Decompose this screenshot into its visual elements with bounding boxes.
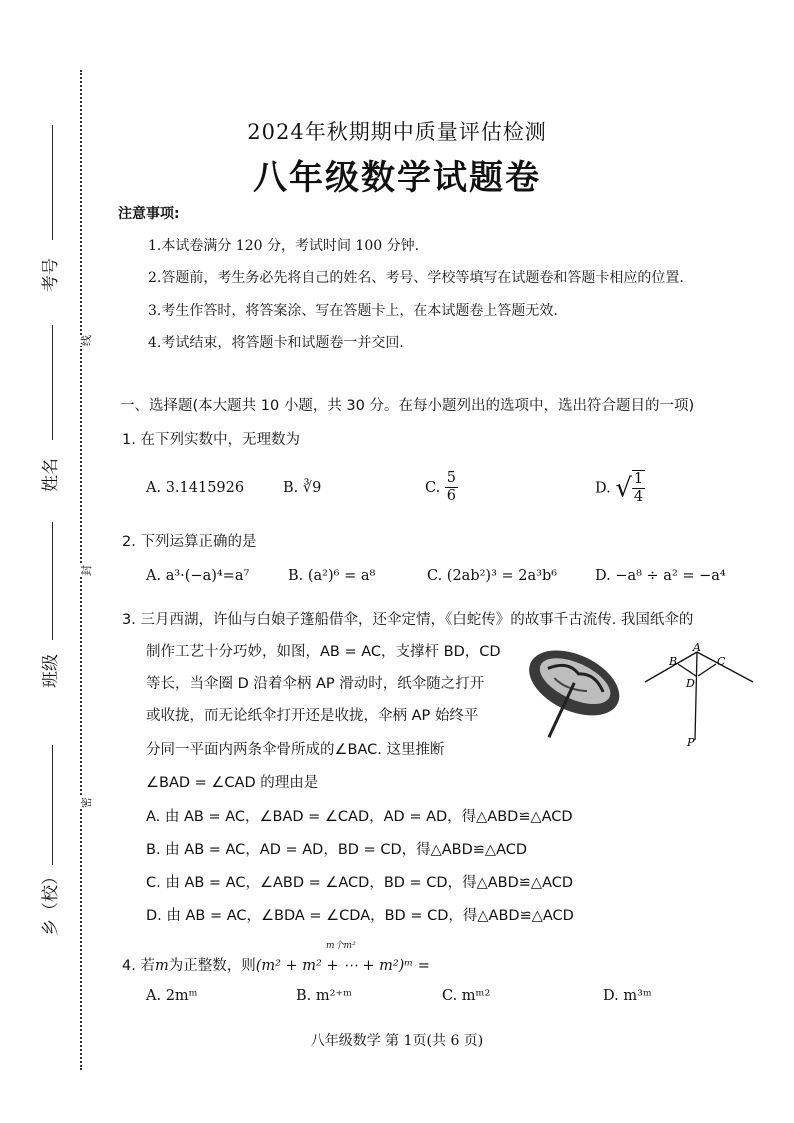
question-3-line: 3. 三月西湖，许仙与白娘子篷船借伞，还伞定情，《白蛇传》的故事千古流传. 我国纸伞的 bbox=[122, 612, 694, 628]
question-4-option-b: B. m²⁺ᵐ bbox=[296, 988, 352, 1004]
denominator: 6 bbox=[446, 488, 457, 505]
exam-title: 2024年秋期期中质量评估检测 bbox=[247, 120, 547, 144]
question-3-line: 分同一平面内两条伞骨所成的∠BAC. 这里推断 bbox=[146, 742, 445, 758]
question-3-option-b: B. 由 AB = AC，AD = AD，BD = CD，得△ABD≌△ACD bbox=[146, 842, 528, 858]
question-4-option-d: D. m³ᵐ bbox=[603, 988, 652, 1004]
school-underline bbox=[52, 745, 53, 865]
question-1-option-c bbox=[425, 470, 458, 506]
question-3-option-c: C. 由 AB = AC，∠ABD = ∠ACD，BD = CD，得△ABD≌△ACD bbox=[146, 875, 574, 891]
umbrella-geometry-diagram bbox=[640, 640, 760, 755]
question-4-expression: (m² + m² + ⋯ + m²)ᵐ = bbox=[255, 958, 430, 974]
question-3-line: 制作工艺十分巧妙，如图，AB = AC，支撑杆 BD，CD bbox=[146, 644, 501, 660]
question-1-option-d bbox=[595, 470, 645, 507]
question-3-line: 等长，当伞圈 D 沿着伞柄 AP 滑动时，纸伞随之打开 bbox=[146, 676, 485, 692]
notice-heading: 注意事项: bbox=[118, 206, 180, 222]
question-3-option-d: D. 由 AB = AC，∠BDA = ∠CDA，BD = CD，得△ABD≌△ACD bbox=[146, 908, 574, 924]
point-p-label: P bbox=[687, 736, 695, 749]
school-label: 乡（校） bbox=[41, 868, 61, 936]
section-heading: 一、选择题(本大题共 10 小题，共 30 分。在每小题列出的选项中，选出符合题目的一项) bbox=[120, 398, 695, 414]
question-1-stem: 1. 在下列实数中，无理数为 bbox=[122, 432, 300, 448]
class-label: 班级 bbox=[41, 654, 61, 688]
question-2-option-b: B. (a²)⁶ = a⁸ bbox=[288, 568, 376, 584]
question-2-stem: 2. 下列运算正确的是 bbox=[122, 534, 257, 550]
notice-item: 2.答题前，考生务必先将自己的姓名、考号、学校等填写在试题卷和答题卡相应的位置. bbox=[148, 270, 684, 286]
point-b-label: B bbox=[669, 655, 678, 668]
question-4-variable: m bbox=[154, 958, 169, 974]
name-underline bbox=[52, 325, 53, 440]
exam-subtitle: 八年级数学试题卷 bbox=[253, 158, 541, 198]
numerator: 1 bbox=[632, 471, 645, 489]
question-2-option-d: D. −a⁸ ÷ a² = −a⁴ bbox=[595, 568, 726, 584]
fraction bbox=[445, 470, 458, 506]
question-2-option-c: C. (2ab²)³ = 2a³b⁶ bbox=[427, 568, 558, 584]
line-mark: 线 bbox=[80, 335, 93, 346]
paper-umbrella-picture bbox=[515, 642, 625, 752]
question-4-option-c: C. mᵐ² bbox=[442, 988, 491, 1004]
question-4-brace-label: m个m² bbox=[326, 941, 356, 951]
sqrt-icon: √ bbox=[615, 473, 632, 504]
exam-number-label: 考号 bbox=[41, 258, 61, 292]
option-b-label: B. bbox=[283, 480, 299, 496]
name-label: 姓名 bbox=[41, 458, 61, 492]
notice-item: 3.考生作答时，将答案涂、写在答题卡上，在本试题卷上答题无效. bbox=[148, 303, 558, 319]
point-d-label: D bbox=[686, 677, 695, 690]
denominator: 4 bbox=[633, 489, 644, 506]
question-3-line: 或收拢，而无论纸伞打开还是收拢，伞柄 AP 始终平 bbox=[146, 708, 479, 724]
question-3-line: ∠BAD = ∠CAD 的理由是 bbox=[146, 775, 319, 791]
point-c-label: C bbox=[717, 655, 726, 668]
question-4-prefix: 4. 若 bbox=[122, 958, 155, 974]
page-footer: 八年级数学 第 1页(共 6 页) bbox=[310, 1033, 484, 1049]
question-1-option-b bbox=[283, 480, 321, 496]
question-1-option-a: A. 3.1415926 bbox=[146, 480, 245, 496]
option-c-label: C. bbox=[425, 479, 441, 496]
secret-mark: 密 bbox=[80, 797, 93, 808]
question-4-option-a: A. 2mᵐ bbox=[146, 988, 198, 1004]
point-a-label: A bbox=[693, 641, 701, 654]
numerator: 5 bbox=[445, 470, 458, 488]
question-4-mid: 为正整数，则 bbox=[168, 958, 256, 974]
question-2-option-a: A. a³·(−a)⁴=a⁷ bbox=[146, 568, 250, 584]
option-d-label: D. bbox=[595, 480, 611, 497]
question-4-stem bbox=[122, 954, 430, 975]
notice-item: 1.本试卷满分 120 分，考试时间 100 分钟. bbox=[148, 238, 420, 254]
notice-item: 4.考试结束，将答题卡和试题卷一并交回. bbox=[148, 335, 404, 351]
seal-mark: 封 bbox=[80, 565, 93, 576]
class-underline bbox=[52, 522, 53, 640]
option-b-expr: ∛9 bbox=[302, 480, 322, 496]
fraction bbox=[632, 470, 645, 507]
question-3-option-a: A. 由 AB = AC，∠BAD = ∠CAD，AD = AD，得△ABD≌△ACD bbox=[146, 809, 573, 825]
